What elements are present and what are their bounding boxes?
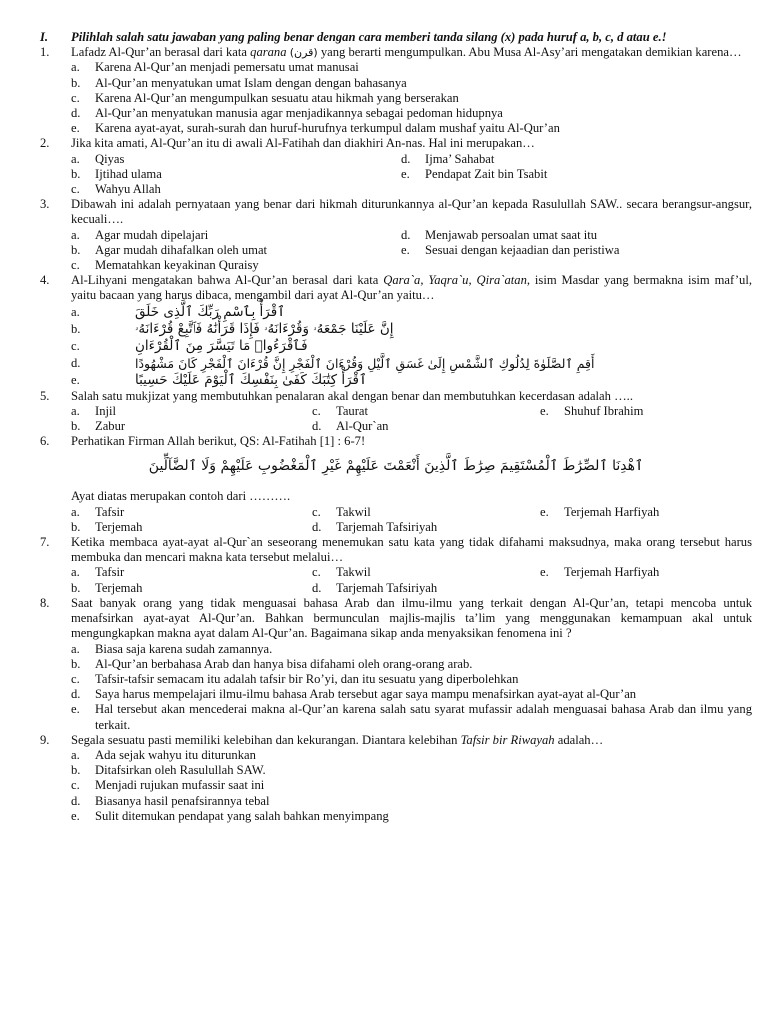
option-letter: a. — [71, 565, 80, 580]
option[interactable] — [71, 338, 752, 355]
option-letter: c. — [71, 90, 80, 105]
option[interactable] — [71, 672, 752, 687]
option-text: Sesuai dengan kejaadian dan peristiwa — [425, 242, 620, 257]
option-letter: a. — [71, 304, 80, 319]
section-number: I. — [40, 30, 49, 44]
option-letter: e. — [540, 565, 549, 580]
option-letter: b. — [71, 580, 81, 595]
question-text: Dibawah ini adalah pernyataan yang benar dari hikmah diturunkannya al-Qur’an kepada Rasulullah SAW.. secara berangsur-angsur, kecuali…. — [71, 197, 752, 227]
option-text: Mematahkan keyakinan Quraisy — [95, 258, 259, 273]
option-letter: d. — [71, 106, 81, 121]
option[interactable] — [71, 106, 752, 121]
question-text-part: yang berarti mengumpulkan. Abu Musa Al-Asy’ari mengatakan demikian karena… — [317, 45, 742, 60]
option[interactable] — [71, 657, 752, 672]
option-letter: a. — [71, 504, 80, 519]
option-letter: b. — [71, 656, 81, 671]
option[interactable] — [71, 182, 401, 197]
option[interactable] — [312, 505, 540, 520]
question-6-prompt — [40, 489, 752, 504]
option-text: Al-Qur`an — [336, 419, 389, 434]
option-letter: e. — [540, 403, 549, 418]
option[interactable] — [71, 702, 752, 732]
term-qarana: qarana — [250, 45, 287, 60]
option-text: Agar mudah dipelajari — [95, 227, 209, 242]
question-number: 9. — [40, 732, 50, 747]
option-grid — [71, 152, 752, 198]
option-text: Shuhuf Ibrahim — [564, 403, 644, 418]
option-text: Tarjemah Tafsiriyah — [336, 580, 438, 595]
option-text: Takwil — [336, 565, 371, 580]
question-number: 2. — [40, 136, 50, 151]
question-6 — [40, 434, 752, 449]
option-letter: b. — [71, 75, 81, 90]
option-text: Terjemah Harfiyah — [564, 565, 660, 580]
option-letter: a. — [71, 747, 80, 762]
question-text-part: Al-Lihyani mengatakan bahwa Al-Qur’an berasal dari kata — [71, 273, 384, 288]
option-text: Al-Qur’an menyatukan manusia agar menjadikannya sebagai pedoman hidupnya — [95, 106, 503, 121]
option[interactable] — [71, 642, 752, 657]
option-text: Al-Qur’an menyatukan umat Islam dengan dengan bahasanya — [95, 75, 407, 90]
option[interactable] — [312, 565, 540, 580]
option-text: Karena ayat-ayat, surah-surah dan huruf-hurufnya terkumpul dalam mushaf yaitu Al-Qur’an — [95, 121, 560, 136]
question-4 — [40, 273, 752, 303]
option[interactable] — [71, 152, 401, 167]
option[interactable] — [540, 404, 752, 419]
option[interactable] — [71, 91, 752, 106]
option-letter: d. — [401, 151, 411, 166]
option-arabic: ٱقْرَأْ بِٱسْمِ رَبِّكَ ٱلَّذِى خَلَقَ — [135, 303, 286, 320]
option-arabic: أَقِمِ ٱلصَّلَوٰةَ لِدُلُوكِ ٱلشَّمْسِ إِلَىٰ غَسَقِ ٱلَّيْلِ وَقُرْءَانَ ٱلْفَجْرِ إِنَّ قُرْءَانَ ٱلْفَجْرِ كَانَ مَشْهُودًا — [135, 355, 595, 371]
option-text: Pendapat Zait bin Tsabit — [425, 166, 548, 181]
option[interactable] — [71, 228, 401, 243]
option-text: Ada sejak wahyu itu diturunkan — [95, 747, 256, 762]
option-text: Tafsir — [95, 565, 125, 580]
option[interactable] — [71, 809, 752, 824]
option[interactable] — [71, 167, 401, 182]
option[interactable] — [71, 419, 312, 434]
question-9 — [40, 733, 752, 748]
option[interactable] — [312, 419, 540, 434]
question-text — [71, 733, 752, 748]
option[interactable] — [71, 794, 752, 809]
option-text: Ditafsirkan oleh Rasulullah SAW. — [95, 763, 266, 778]
option-arabic: فَٱقْرَءُوا۟ مَا تَيَسَّرَ مِنَ ٱلْقُرْءَانِ — [135, 337, 308, 354]
option-letter: e. — [71, 702, 80, 717]
option-text: Wahyu Allah — [95, 182, 161, 197]
option[interactable] — [71, 404, 312, 419]
option-arabic: ٱقْرَأْ كِتَٰبَكَ كَفَىٰ بِنَفْسِكَ ٱلْيَوْمَ عَلَيْكَ حَسِيبًا — [135, 371, 367, 388]
option[interactable] — [71, 76, 752, 91]
option-text: Agar mudah dihafalkan oleh umat — [95, 242, 268, 257]
option[interactable] — [401, 228, 752, 243]
option[interactable] — [401, 243, 752, 258]
option-letter: c. — [71, 338, 80, 353]
option-text: Karena Al-Qur’an mengumpulkan sesuatu atau hikmah yang berserakan — [95, 90, 459, 105]
question-number: 7. — [40, 535, 50, 550]
option-letter: d. — [312, 580, 322, 595]
option-letter: b. — [71, 419, 81, 434]
term-tafsir-bir-riwayah: Tafsir bir Riwayah — [460, 732, 555, 747]
option-text: Tarjemah Tafsiriyah — [336, 519, 438, 534]
question-text: Ketika membaca ayat-ayat al-Qur`an seseorang menemukan satu kata yang tidak difahami maksudnya, maka orang tersebut harus membuka dan mencari makna kata tersebut melalui… — [71, 535, 752, 565]
question-text — [71, 45, 752, 60]
option[interactable] — [71, 243, 401, 258]
option-letter: c. — [71, 258, 80, 273]
option-text: Biasa saja karena sudah zamannya. — [95, 641, 273, 656]
option[interactable] — [540, 505, 752, 520]
option-text: Qiyas — [95, 151, 125, 166]
option-letter: b. — [71, 166, 81, 181]
option-letter: d. — [71, 687, 81, 702]
option-grid — [71, 228, 752, 274]
option[interactable] — [71, 581, 312, 596]
option-text: Biasanya hasil penafsirannya tebal — [95, 793, 270, 808]
option[interactable] — [71, 778, 752, 793]
option-letter: a. — [71, 151, 80, 166]
question-number: 8. — [40, 595, 50, 610]
option[interactable] — [71, 355, 752, 372]
option-letter: d. — [71, 355, 81, 370]
question-5 — [40, 389, 752, 404]
question-text: Jika kita amati, Al-Qur’an itu di awali Al-Fatihah dan diakhiri An-nas. Hal ini merupakan… — [71, 136, 535, 151]
option[interactable] — [312, 404, 540, 419]
section-header — [40, 30, 752, 45]
question-2 — [40, 136, 752, 151]
option-text: Zabur — [95, 419, 126, 434]
question-text — [71, 273, 752, 303]
option-letter: e. — [401, 242, 410, 257]
option-grid — [71, 565, 752, 595]
option-letter: d. — [71, 793, 81, 808]
worksheet — [40, 30, 752, 824]
option[interactable] — [71, 321, 752, 338]
option-letter: e. — [71, 808, 80, 823]
option[interactable] — [540, 565, 752, 580]
question-number: 1. — [40, 45, 50, 60]
option[interactable] — [71, 505, 312, 520]
option[interactable] — [71, 121, 752, 136]
question-number: 6. — [40, 434, 50, 449]
question-1 — [40, 45, 752, 60]
arabic-term: (قرن) — [289, 46, 318, 60]
option-letter: b. — [71, 321, 81, 336]
option-letter: e. — [540, 504, 549, 519]
option-letter: c. — [71, 671, 80, 686]
option-letter: e. — [71, 121, 80, 136]
option-text: Ijma’ Sahabat — [425, 151, 495, 166]
question-text: Saat banyak orang yang tidak menguasai bahasa Arab dan ilmu-ilmu yang terkait dengan Al-Qur’an, tetapi mencoba untuk menafsirkan ayat-ayat Al-Qur’an. Bahkan bermunculan majlis-majlis ta’lim yang menggunakan kemampuan akal untuk mengungkapkan makna ayat dalam Al-Qur’an. Bagaimana sikap anda menyaksikan fenomena ini ? — [71, 595, 752, 641]
question-text-part: adalah… — [554, 732, 604, 747]
ayah-fatihah — [40, 453, 752, 479]
option-text: Sulit ditemukan pendapat yang salah bahkan menyimpang — [95, 808, 389, 823]
option-letter: d. — [312, 419, 322, 434]
option-grid — [71, 505, 752, 535]
question-number: 4. — [40, 273, 50, 288]
option-letter: b. — [71, 519, 81, 534]
term-qaraa: Qara`a, Yaqra`u, Qira`atan — [383, 273, 527, 288]
option-letter: a. — [71, 641, 80, 656]
option-letter: a. — [71, 60, 80, 75]
option[interactable] — [71, 258, 401, 273]
option-text: Takwil — [336, 504, 371, 519]
question-3 — [40, 197, 752, 227]
option-letter: b. — [71, 242, 81, 257]
option-letter: d. — [401, 227, 411, 242]
option[interactable] — [71, 565, 312, 580]
option-text: Tafsir-tafsir semacam itu adalah tafsir bir Ro’yi, dan itu sesuatu yang diperbolehkan — [95, 671, 519, 686]
option-text: Injil — [95, 403, 116, 418]
option-text: Karena Al-Qur’an menjadi pemersatu umat manusai — [95, 60, 359, 75]
option-letter: b. — [71, 763, 81, 778]
option-letter: c. — [312, 504, 321, 519]
option-text: Saya harus mempelajari ilmu-ilmu bahasa Arab tersebut agar saya mampu menafsirkan ayat-ayat al-Qur’an — [95, 687, 637, 702]
question-text: Ayat diatas merupakan contoh dari ………. — [71, 489, 291, 504]
option-text: Terjemah — [95, 519, 143, 534]
option-letter: e. — [71, 372, 80, 387]
question-text-part: Segala sesuatu pasti memiliki kelebihan dan kekurangan. Diantara kelebihan — [71, 732, 461, 747]
option[interactable] — [71, 60, 752, 75]
option-letter: c. — [71, 778, 80, 793]
question-text: Salah satu mukjizat yang membutuhkan penalaran akal dengan benar dan membutuhkan kecerdasan adalah ….. — [71, 388, 633, 403]
question-8 — [40, 596, 752, 642]
option[interactable] — [312, 520, 540, 535]
option-text: Taurat — [336, 403, 368, 418]
option-grid — [71, 404, 752, 434]
option-letter: a. — [71, 227, 80, 242]
option[interactable] — [71, 687, 752, 702]
option-letter: d. — [312, 519, 322, 534]
option[interactable] — [71, 304, 752, 321]
option-text: Terjemah — [95, 580, 143, 595]
option-letter: c. — [71, 182, 80, 197]
option-text: Ijtihad ulama — [95, 166, 162, 181]
option[interactable] — [71, 372, 752, 389]
option-text: Menjawab persoalan umat saat itu — [425, 227, 598, 242]
option-letter: c. — [312, 565, 321, 580]
question-text-part: Lafadz Al-Qur’an berasal dari kata — [71, 45, 251, 60]
option-letter: c. — [312, 403, 321, 418]
option-text: Menjadi rujukan mufassir saat ini — [95, 778, 265, 793]
option-text: Hal tersebut akan mencederai makna al-Qur’an karena salah satu syarat mufassir adalah menguasai bahasa Arab dan ilmu yang terkait. — [95, 702, 752, 732]
question-7 — [40, 535, 752, 565]
ayah-text: ٱهْدِنَا ٱلصِّرَٰطَ ٱلْمُسْتَقِيمَ صِرَٰطَ ٱلَّذِينَ أَنْعَمْتَ عَلَيْهِمْ غَيْرِ ٱلْمَغْضُوبِ عَلَيْهِمْ وَلَا ٱلضَّآلِّينَ — [148, 458, 644, 475]
option[interactable] — [71, 520, 312, 535]
option-letter: a. — [71, 403, 80, 418]
section-instruction: Pilihlah salah satu jawaban yang paling benar dengan cara memberi tanda silang (x) pada huruf a, b, c, d atau e.! — [71, 30, 667, 44]
question-number: 5. — [40, 388, 50, 403]
option[interactable] — [312, 581, 540, 596]
question-text: Perhatikan Firman Allah berikut, QS: Al-Fatihah [1] : 6-7! — [71, 434, 366, 449]
option[interactable] — [401, 167, 752, 182]
option-text: Al-Qur’an berbahasa Arab dan hanya bisa difahami oleh orang-orang arab. — [95, 656, 473, 671]
option-arabic: إِنَّ عَلَيْنَا جَمْعَهُۥ وَقُرْءَانَهُۥ فَإِذَا قَرَأْنَٰهُ فَٱتَّبِعْ قُرْءَانَهُۥ — [135, 320, 394, 337]
question-text-part: , isim Masdar yang bermakna isim maf’ul, yaitu bacaan yang harus dibaca, mengambil dari ayat Al-Qur’an yaitu… — [71, 273, 752, 303]
option-text: Terjemah Harfiyah — [564, 504, 660, 519]
option-letter: e. — [401, 166, 410, 181]
option[interactable] — [71, 763, 752, 778]
question-number: 3. — [40, 197, 50, 212]
option-text: Tafsir — [95, 504, 125, 519]
option[interactable] — [401, 152, 752, 167]
option[interactable] — [71, 748, 752, 763]
